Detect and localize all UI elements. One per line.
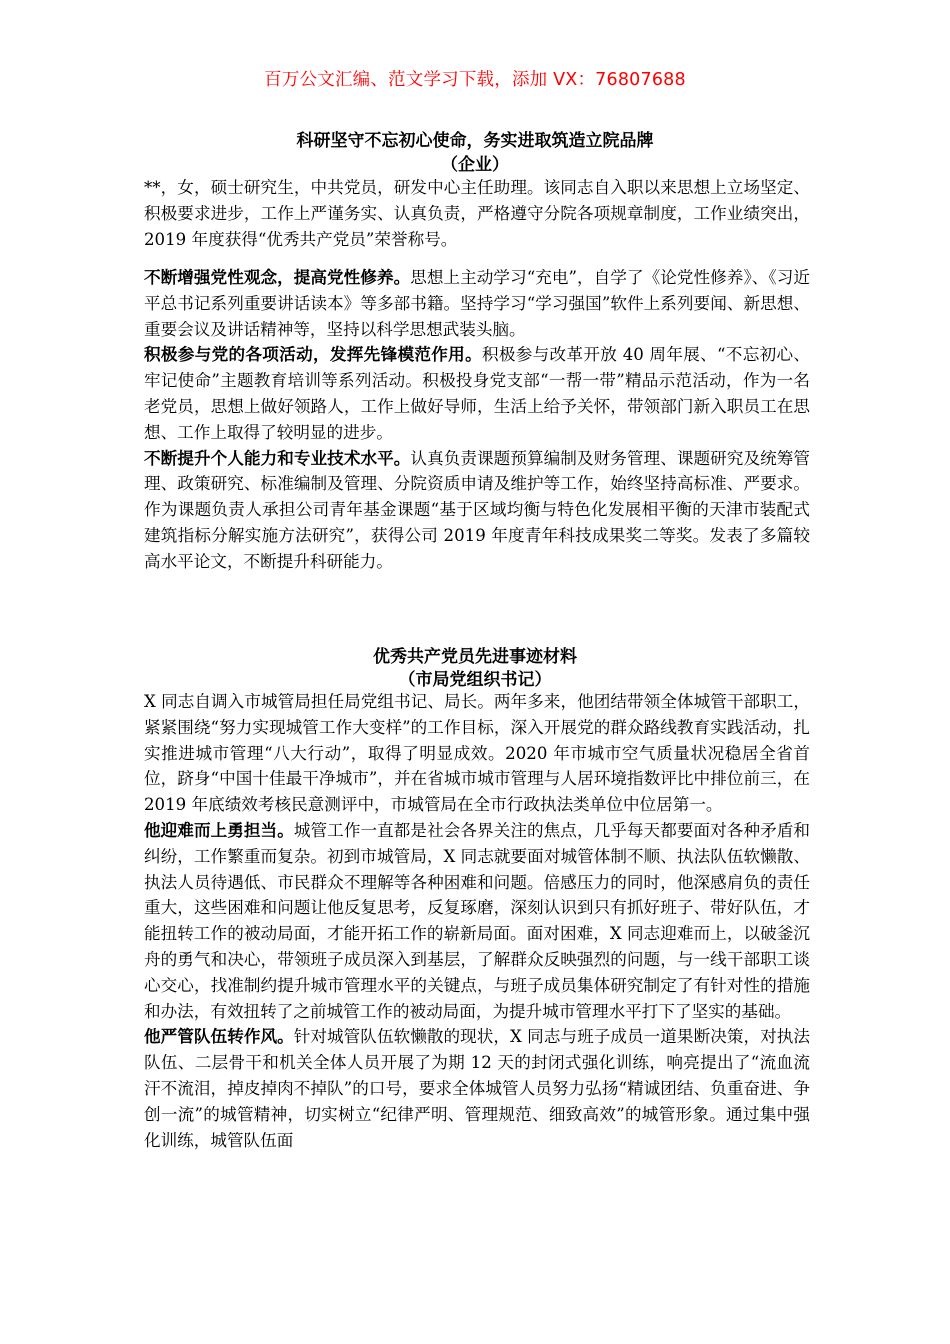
article1-section (144, 342, 810, 445)
section-body: 思想上主动学习“充电”，自学了《论党性修养》、《习近平总书记系列重要讲话读本》等多部书籍。坚持学习“学习强国”软件上系列要闻、新思想、重要会议及讲话精神等，坚持以科学思想武装头脑。 (144, 268, 810, 339)
article2-body (144, 689, 810, 1153)
section-lead: 他迎难而上勇担当。 (144, 819, 294, 840)
article2-title: 优秀共产党员先进事迹材料 (373, 647, 577, 667)
article1-intro-text: **，女，硕士研究生，中共党员，研发中心主任助理。该同志自入职以来思想上立场坚定、积极要求进步，工作上严谨务实、认真负责，严格遵守分院各项规章制度，工作业绩突出，2019 年度获得“优秀共产党员”荣誉称号。 (144, 178, 810, 249)
article1-intro (144, 175, 810, 252)
header-banner: 百万公文汇编、范文学习下载，添加 VX：76807688 (264, 70, 686, 90)
article2-section (144, 818, 810, 1024)
section-body: 针对城管队伍软懒散的现状，X 同志与班子成员一道果断决策，对执法队伍、二层骨干和机关全体人员开展了为期 12 天的封闭式强化训练，响亮提出了“流血流汗不流泪，掉皮掉肉不掉队”的口号，要求全体城管人员努力弘扬“精诚团结、负重奋进、争创一流”的城管精神，切实树立“纪律严明、管理规范、细致高效”的城管形象。通过集中强化训练，城管队伍面 (144, 1027, 810, 1150)
article1-section (144, 265, 810, 342)
article2-section (144, 1024, 810, 1153)
section-body: 城管工作一直都是社会各界关注的焦点，几乎每天都要面对各种矛盾和纠纷，工作繁重而复杂。初到市城管局，X 同志就要面对城管体制不顺、执法队伍软懒散、执法人员待遇低、市民群众不理解等各种困难和问题。倍感压力的同时，他深感肩负的责任重大，这些困难和问题让他反复思考，反复琢磨，深刻认识到只有抓好班子、带好队伍，才能扭转工作的被动局面，才能开拓工作的崭新局面。面对困难，X 同志迎难而上，以破釜沉舟的勇气和决心，带领班子成员深入到基层，了解群众反映强烈的问题，与一线干部职工谈心交心，找准制约提升城市管理水平的关键点，与班子成员集体研究制定了有针对性的措施和办法，有效扭转了之前城管工作的被动局面，为提升城市管理水平打下了坚实的基础。 (144, 820, 811, 1021)
section-lead: 积极参与党的各项活动，发挥先锋模范作用。 (144, 344, 482, 365)
section-body: 认真负责课题预算编制及财务管理、课题研究及统筹管理、政策研究、标准编制及管理、分院资质申请及维护等工作，始终坚持高标准、严要求。作为课题负责人承担公司青年基金课题“基于区域均衡与特色化发展相平衡的天津市装配式建筑指标分解实施方法研究”，获得公司 2019 年度青年科技成果奖二等奖。发表了多篇较高水平论文，不断提升科研能力。 (144, 448, 810, 571)
article1-title: 科研坚守不忘初心使命，务实进取筑造立院品牌 (296, 131, 654, 151)
article1-body (144, 265, 810, 575)
article2-subtitle: （市局党组织书记） (398, 670, 552, 690)
section-body: 积极参与改革开放 40 周年展、“不忘初心、牢记使命”主题教育培训等系列活动。积极投身党支部“一帮一带”精品示范活动，作为一名老党员，思想上做好领路人，工作上做好导师，生活上给予关怀，带领部门新入职员工在思想、工作上取得了较明显的进步。 (144, 345, 810, 442)
article2-intro-text: X 同志自调入市城管局担任局党组书记、局长。两年多来，他团结带领全体城管干部职工，紧紧围绕“努力实现城管工作大变样”的工作目标，深入开展党的群众路线教育实践活动，扎实推进城市管理“八大行动”，取得了明显成效。2020 年市城市空气质量状况稳居全省首位，跻身“中国十佳最干净城市”，并在省城市城市管理与人居环境指数评比中排位前三，在 2019 年底绩效考核民意测评中，市城管局在全市行政执法类单位中位居第一。 (144, 692, 810, 815)
section-lead: 他严管队伍转作风。 (144, 1026, 294, 1047)
section-lead: 不断增强党性观念，提高党性修养。 (144, 267, 411, 287)
section-lead: 不断提升个人能力和专业技术水平。 (144, 447, 411, 468)
article1-subtitle: （企业） (441, 155, 509, 175)
article1-section (144, 446, 810, 575)
